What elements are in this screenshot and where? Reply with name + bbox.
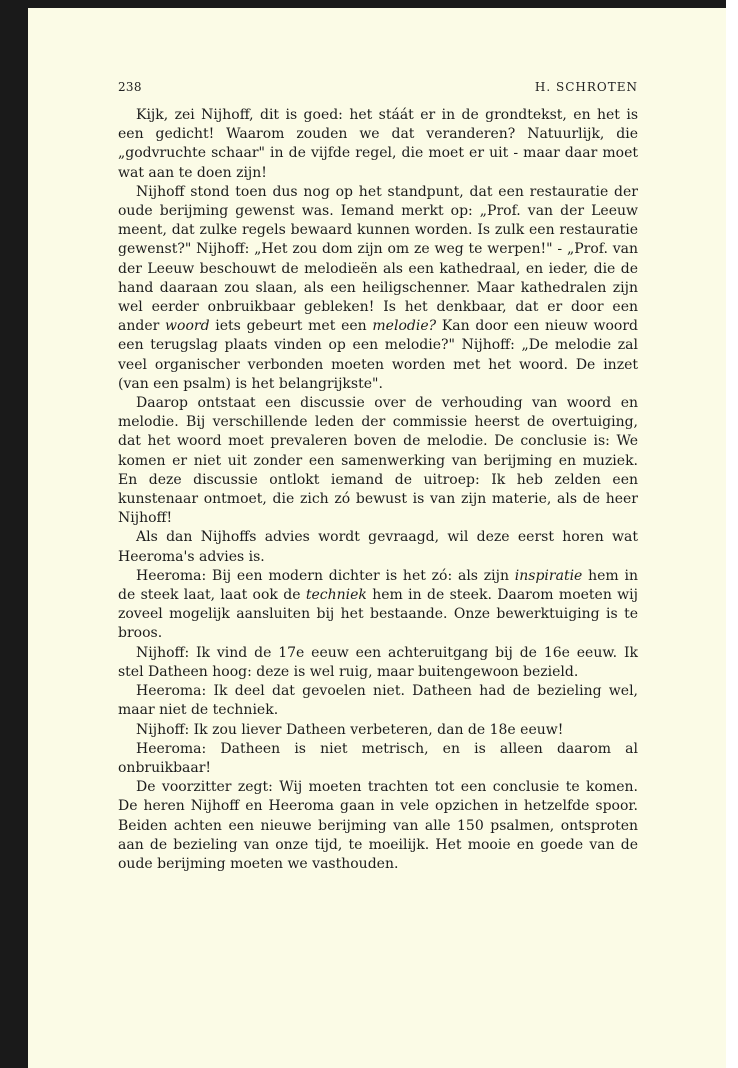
emphasis-woord: woord — [165, 318, 210, 335]
emphasis-melodie: melodie? — [372, 318, 437, 335]
page-number: 238 — [118, 80, 142, 94]
emphasis-techniek: techniek — [305, 587, 367, 604]
paragraph-6: Nijhoff: Ik vind de 17e eeuw een achteruitgang bij de 16e eeuw. Ik stel Datheen hoog: deze is wel ruig, maar buitengewoon bezield. — [118, 644, 638, 680]
body-text — [118, 106, 638, 874]
paragraph-8: Nijhoff: Ik zou liever Datheen verbeteren, dan de 18e eeuw! — [136, 721, 564, 738]
running-head-author: H. SCHROTEN — [534, 80, 638, 94]
paragraph-5: Heeroma: Bij een modern dichter is het zó: als zijn inspiratie hem in de steek laat, laat ook de techniek hem in de steek. Daarom moeten wij zoveel mogelijk aansluiten bij het bestaande. Onze bewerktuiging is te broos. — [118, 567, 638, 642]
paragraph-7: Heeroma: Ik deel dat gevoelen niet. Datheen had de bezieling wel, maar niet de techniek. — [118, 683, 638, 719]
paragraph-9: Heeroma: Datheen is niet metrisch, en is alleen daarom al onbruikbaar! — [118, 740, 638, 776]
paragraph-2: Nijhoff stond toen dus nog op het standpunt, dat een restauratie der oude berijming gewenst was. Iemand merkt op: „Prof. van der Leeuw meent, dat zulke regels bewaard kunnen worden. Is zulk een restauratie gewenst?" Nijhoff: „Het zou dom zijn om ze weg te werpen!" - „Prof. van der Leeuw beschouwt de melodieën als een kathedraal, en ieder, die de hand daaraan zou slaan, als een heiligschenner. Maar kathedralen zijn wel eerder onbruikbaar gebleken! Is het denkbaar, dat er door een ander woord iets gebeurt met een melodie? Kan door een nieuw woord een terugslag plaats vinden op een melodie?" Nijhoff: „De melodie zal veel organischer verbonden moeten worden met het woord. De inzet (van een psalm) is het belangrijkste". — [118, 183, 638, 392]
paragraph-3: Daarop ontstaat een discussie over de verhouding van woord en melodie. Bij verschillende leden der commissie heerst de overtuiging, dat het woord moet prevaleren boven de melodie. De conclusie is: We komen er niet uit zonder een samenwerking van berijming en muziek. En deze discussie ontlokt iemand de uitroep: Ik heb zelden een kunstenaar ontmoet, die zich zó bewust is van zijn materie, als de heer Nijhoff! — [118, 395, 638, 527]
paragraph-10: De voorzitter zegt: Wij moeten trachten tot een conclusie te komen. De heren Nijhoff en Heeroma gaan in vele opzichen in hetzelfde spoor. Beiden achten een nieuwe berijming van alle 150 psalmen, ontsproten aan de bezieling van onze tijd, te moeilijk. Het mooie en goede van de oude berijming moeten we vasthouden. — [118, 779, 638, 872]
paragraph-4: Als dan Nijhoffs advies wordt gevraagd, wil deze eerst horen wat Heeroma's advies is. — [118, 529, 638, 565]
running-header — [118, 80, 638, 98]
scan-edge — [726, 0, 738, 1068]
paragraph-1: Kijk, zei Nijhoff, dit is goed: het stáát er in de grondtekst, en het is een gedicht! Waarom zouden we dat veranderen? Natuurlijk, die „godvruchte schaar" in de vijfde regel, die moet er uit - maar daar moet wat aan te doen zijn! — [118, 107, 638, 181]
emphasis-inspiratie: inspiratie — [514, 567, 583, 584]
